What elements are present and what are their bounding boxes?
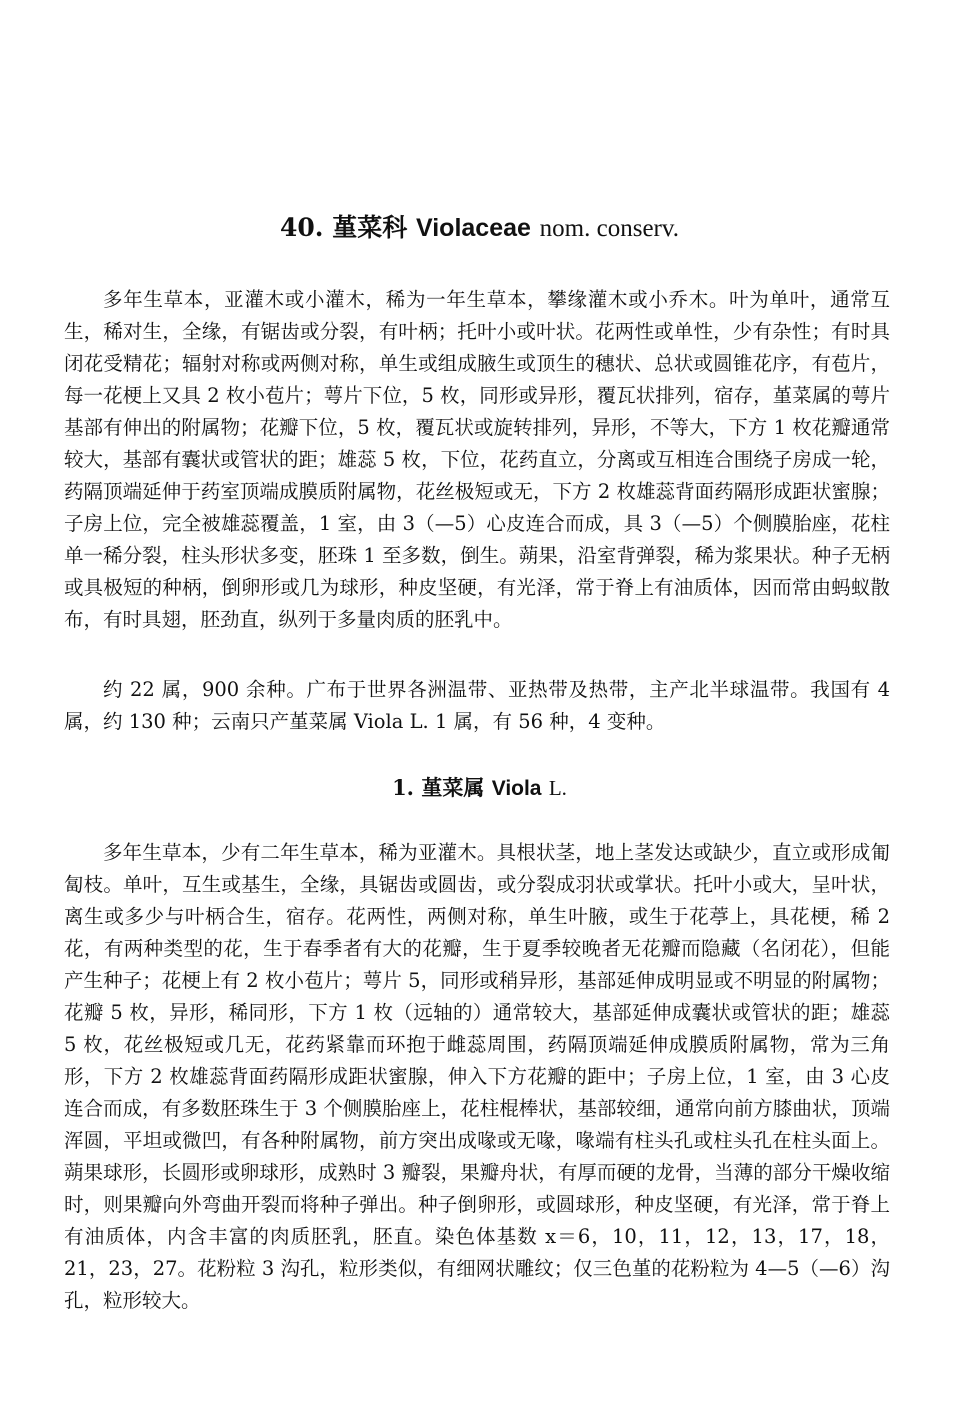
family-chinese-name: 堇菜科 — [332, 213, 408, 242]
family-number: 40. — [280, 213, 324, 242]
genus-latin-name: Viola — [491, 777, 542, 800]
family-description: 多年生草本，亚灌木或小灌木，稀为一年生草本，攀缘灌木或小乔木。叶为单叶，通常互生，稀对生，全缘，有锯齿或分裂，有叶柄；托叶小或叶状。花两性或单性，少有杂性；有时具闭花受精花；辐射对称或两侧对称，单生或组成腋生或顶生的穗状、总状或圆锥花序，有苞片，每一花梗上又具 2 枚小苞片；萼片下位，5 枚，同形或异形，覆瓦状排列，宿存，堇菜属的萼片基部有伸出的附属物；花瓣下位，5 枚，覆瓦状或旋转排列，异形，不等大，下方 1 枚花瓣通常较大，基部有囊状或管状的距；雄蕊 5 枚，下位，花药直立，分离或互相连合围绕子房成一轮，药隔顶端延伸于药室顶端成膜质附属物，花丝极短或无，下方 2 枚雄蕊背面药隔形成距状蜜腺；子房上位，完全被雄蕊覆盖，1 室，由 3（—5）心皮连合而成，具 3（—5）个侧膜胎座，花柱单一稀分裂，柱头形状多变，胚珠 1 至多数，倒生。蒴果，沿室背弹裂，稀为浆果状。种子无柄或具极短的种柄，倒卵形或几为球形，种皮坚硬，有光泽，常于脊上有油质体，因而常由蚂蚁散布，有时具翅，胚劲直，纵列于多量肉质的胚乳中。 — [64, 288, 890, 631]
family-distribution: 约 22 属，900 余种。广布于世界各洲温带、亚热带及热带，主产北半球温带。我国有 4 属，约 130 种；云南只产堇菜属 Viola L. 1 属，有 56 种，4 变种。 — [64, 678, 890, 733]
genus-description: 多年生草本，少有二年生草本，稀为亚灌木。具根状茎，地上茎发达或缺少，直立或形成匍匐枝。单叶，互生或基生，全缘，具锯齿或圆齿，或分裂成羽状或掌状。托叶小或大，呈叶状，离生或多少与叶柄合生，宿存。花两性，两侧对称，单生叶腋，或生于花葶上，具花梗，稀 2 花，有两种类型的花，生于春季者有大的花瓣，生于夏季较晚者无花瓣而隐藏（名闭花），但能产生种子；花梗上有 2 枚小苞片；萼片 5，同形或稍异形，基部延伸成明显或不明显的附属物；花瓣 5 枚，异形，稀同形，下方 1 枚（远轴的）通常较大，基部延伸成囊状或管状的距；雄蕊 5 枚，花丝极短或几无，花药紧靠而环抱于雌蕊周围，药隔顶端延伸成膜质附属物，常为三角形，下方 2 枚雄蕊背面药隔形成距状蜜腺，伸入下方花瓣的距中；子房上位，1 室，由 3 心皮连合而成，有多数胚珠生于 3 个侧膜胎座上，花柱棍棒状，基部较细，通常向前方膝曲状，顶端浑圆，平坦或微凹，有各种附属物，前方突出成喙或无喙，喙端有柱头孔或柱头孔在柱头面上。蒴果球形，长圆形或卵球形，成熟时 3 瓣裂，果瓣舟状，有厚而硬的龙骨，当薄的部分干燥收缩时，则果瓣向外弯曲开裂而将种子弹出。种子倒卵形，或圆球形，种皮坚硬，有光泽，常于脊上有油质体，内含丰富的肉质胚乳，胚直。染色体基数 x＝6，10，11，12，13，17，18，21，23，27。花粉粒 3 沟孔，粒形类似，有细网状雕纹；仅三色堇的花粉粒为 4—5（—6）沟孔，粒形较大。 — [64, 841, 890, 1312]
family-latin-name: Violaceae — [416, 214, 531, 242]
family-distribution-block — [64, 674, 890, 738]
family-nomenclature-note: nom. conserv. — [539, 215, 679, 242]
genus-heading — [0, 770, 959, 807]
family-heading — [0, 208, 959, 249]
genus-number: 1. — [392, 775, 414, 800]
genus-description-block — [64, 837, 890, 1317]
family-description-block — [64, 284, 890, 636]
genus-chinese-name: 堇菜属 — [421, 776, 485, 800]
genus-author: L. — [548, 776, 567, 800]
